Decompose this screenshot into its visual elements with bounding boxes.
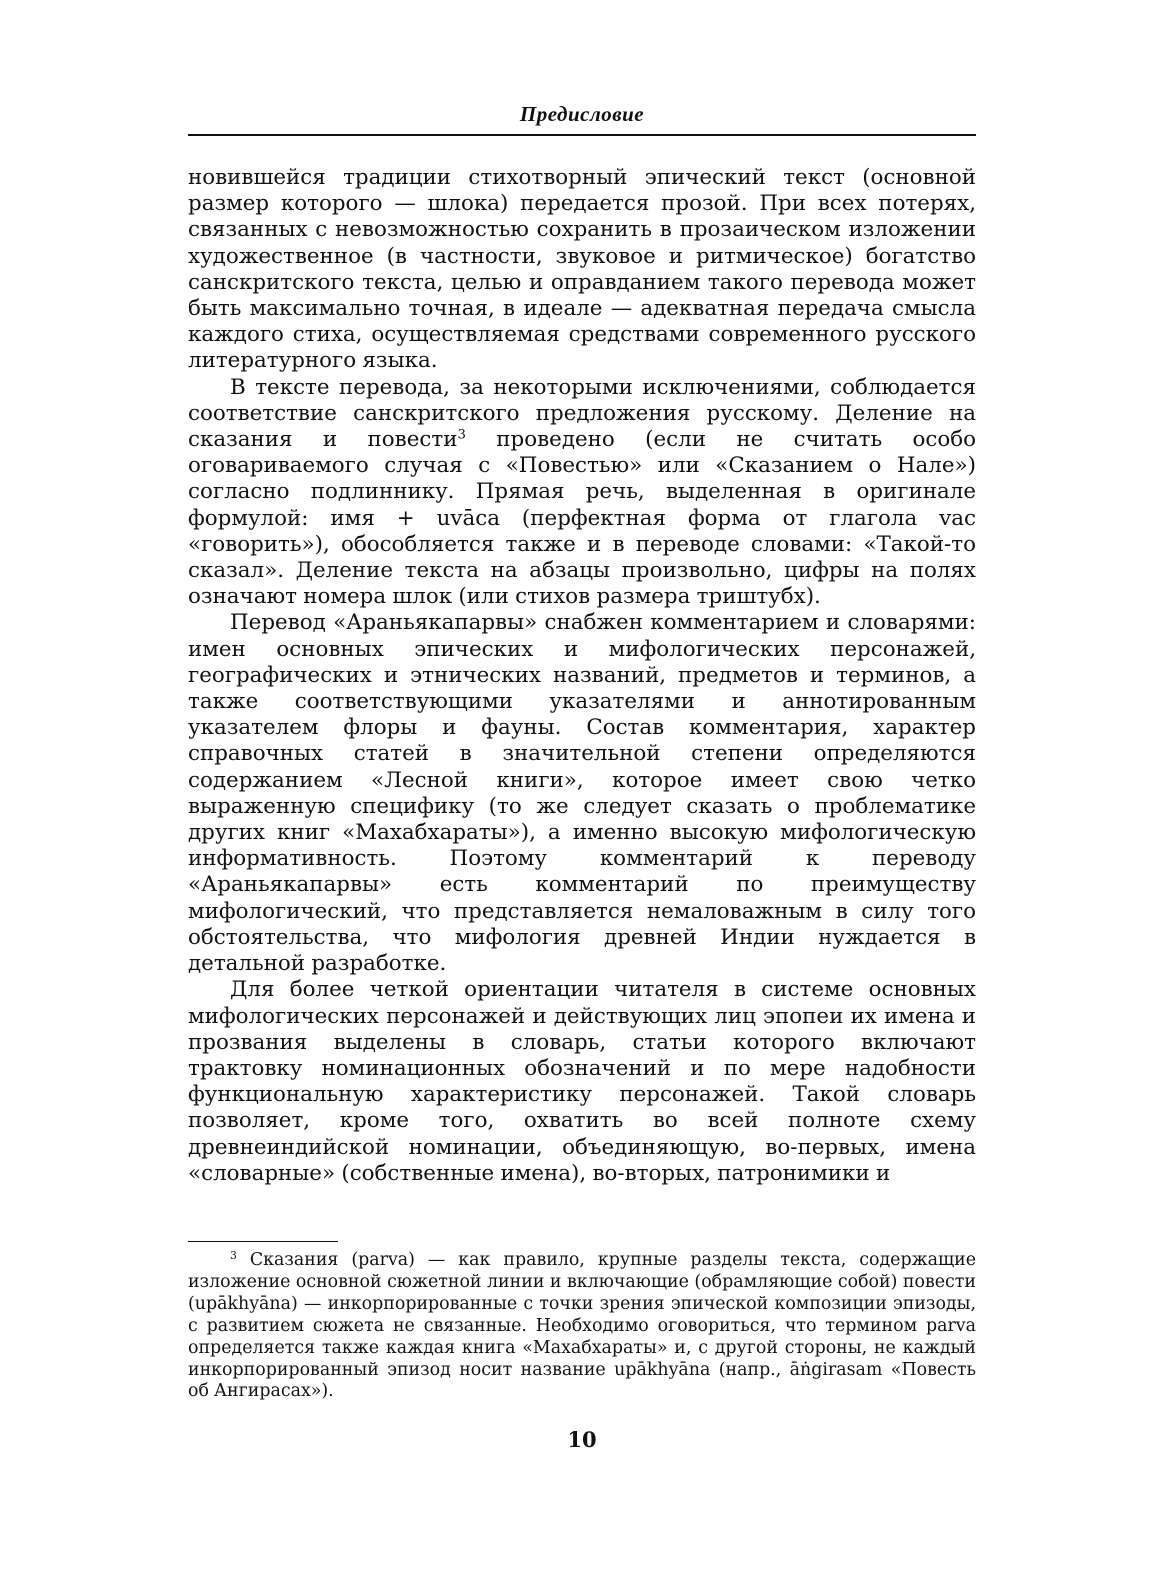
running-header: Предисловие — [519, 102, 645, 126]
paragraph-3: Перевод «Араньякапарвы» снабжен комментарием и словарями: имен основных эпических и мифологических персонажей, географических и этнических названий, предметов и терминов, а также соответствующими указателями и аннотированным указателем флоры и фауны. Состав комментария, характер справочных статей в значительной степени определяются содержанием «Лесной книги», которое имеет свою четко выраженную специфику (то же следует сказать о проблематике других книг «Махабхараты»), а именно высокую мифологическую информативность. Поэтому комментарий к переводу «Араньякапарвы» есть комментарий по преимуществу мифологический, что представляется немаловажным в силу того обстоятельства, что мифология древней Индии нуждается в детальной разработке. — [188, 610, 976, 977]
paragraph-1: новившейся традиции стихотворный эпический текст (основной размер которого — шлока) передается прозой. При всех потерях, связанных с невозможностью сохранить в прозаическом изложении художественное (в частности, звуковое и ритмическое) богатство санскритского текста, целью и оправданием такого перевода может быть максимально точная, в идеале — адекватная передача смысла каждого стиха, осуществляемая средствами современного русского литературного языка. — [188, 165, 976, 374]
paragraph-2-text-start: В тексте перевода, за некоторыми исключениями, соблюдается соответствие санскритского предложения русскому. Деление на сказания и повести — [188, 374, 976, 453]
footnote — [188, 1250, 976, 1403]
paragraph-2 — [188, 375, 976, 611]
footnote-marker: 3 — [230, 1249, 237, 1263]
footnote-reference: 3 — [457, 427, 466, 443]
footnote-rule — [188, 1241, 338, 1242]
paragraph-4: Для более четкой ориентации читателя в системе основных мифологических персонажей и действующих лиц эпопеи их имена и прозвания выделены в словарь, статьи которого включают трактовку номинационных обозначений и по мере надобности функциональную характеристику персонажей. Такой словарь позволяет, кроме того, охватить во всей полноте схему древнеиндийской номинации, объединяющую, во-первых, имена «словарные» (собственные имена), во-вторых, патронимики и — [188, 977, 976, 1186]
main-text — [188, 165, 976, 1187]
paragraph-2-text-end: проведено (если не считать особо оговариваемого случая с «Повестью» или «Сказанием о Нале») согласно подлиннику. Прямая речь, выделенная в оригинале формулой: имя + uvāca (перфектная форма от глагола vac «говорить»), обособляется также и в переводе словами: «Такой-то сказал». Деление текста на абзацы произвольно, цифры на полях означают номера шлок (или стихов размера триштубх). — [188, 427, 976, 610]
header-rule — [188, 134, 976, 136]
page-number: 10 — [567, 1427, 597, 1452]
footnote-text: Сказания (parva) — как правило, крупные разделы текста, содержащие изложение основной сюжетной линии и включающие (обрамляющие собой) повести (upākhyāna) — инкорпорированные с точки зрения эпической композиции эпизоды, с развитием сюжета не связанные. Необходимо оговориться, что термином parva определяется также каждая книга «Махабхараты» и, с другой стороны, не каждый инкорпорированный эпизод носит название upākhyāna (напр., āṅgirasam «Повесть об Ангирасах»). — [188, 1250, 976, 1402]
